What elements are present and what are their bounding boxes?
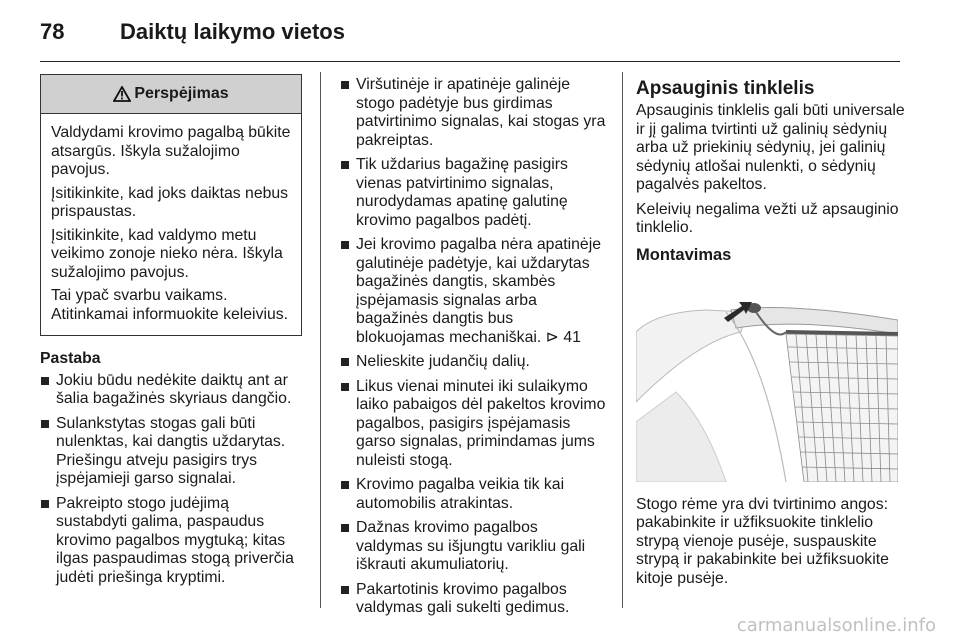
list-item-text: Nelieskite judančių dalių.: [356, 353, 530, 370]
list-item-text: Pakartotinis krovimo pagalbos valdymas gali sukelti gedimus.: [356, 580, 570, 616]
section-paragraph: Keleivių negalima vežti už apsauginio tinklelio.: [636, 200, 899, 236]
warning-triangle-icon: [113, 86, 131, 102]
figure-caption: Stogo rėme yra dvi tvirtinimo angos: pakabinkite ir užfiksuokite tinklelio strypą vienoje pusėje, suspauskite strypą ir pakabinkite bei užfiksuokite kitoje pusėje.: [636, 495, 889, 587]
square-bullet-icon: [341, 524, 349, 532]
square-bullet-icon: [341, 358, 349, 366]
note-title: Pastaba: [40, 350, 101, 367]
warning-title: Perspėjimas: [134, 84, 229, 102]
warning-box: [40, 74, 302, 336]
list-item: [340, 353, 606, 372]
list-item: [40, 372, 302, 409]
list-item-text: Krovimo pagalba veikia tik kai automobilis atrakintas.: [356, 476, 565, 512]
safety-net-installation-illustration: [636, 272, 898, 482]
column-divider-right: [622, 72, 623, 608]
list-item: [340, 76, 606, 150]
warning-body: [41, 114, 301, 335]
header-rule: [40, 61, 900, 62]
list-item: [340, 581, 606, 618]
column-divider-left: [320, 72, 321, 608]
list-item-text: Pakreipto stogo judėjimą sustabdyti galima, paspaudus krovimo pagalbos mygtuką; kitas ilgas paspaudimas stogą priverčia judėti priešinga kryptimi.: [56, 494, 294, 586]
square-bullet-icon: [341, 383, 349, 391]
page-header: [40, 18, 920, 46]
warning-paragraph: Tai ypač svarbu vaikams. Atitinkamai informuokite keleivius.: [51, 287, 289, 323]
page-title: Daiktų laikymo vietos: [120, 19, 345, 44]
square-bullet-icon: [341, 161, 349, 169]
list-item-text: Tik uždarius bagažinę pasigirs vienas patvirtinimo signalas, nurodydamas apatinę galutinę krovimo pagalbos padėtį.: [356, 156, 568, 229]
square-bullet-icon: [341, 81, 349, 89]
note-list: [40, 372, 302, 588]
warning-paragraph: Valdydami krovimo pagalbą būkite atsargūs. Iškyla sužalojimo pavojus.: [51, 124, 291, 178]
section-subtitle: Montavimas: [636, 245, 732, 264]
left-column: [40, 74, 302, 593]
section-paragraph: Apsauginis tinklelis gali būti universale ir jį galima tvirtinti už galinių sėdynių arba už priekinių sėdynių, jei galinių sėdynių atlošai nulenkti, o sėdynių pagalvės pakeltos.: [636, 102, 905, 193]
middle-list: [340, 76, 606, 618]
square-bullet-icon: [341, 241, 349, 249]
list-item: [340, 476, 606, 513]
square-bullet-icon: [41, 500, 49, 508]
warning-paragraph: Įsitikinkite, kad valdymo metu veikimo zonoje nieko nėra. Iškyla sužalojimo pavojus.: [51, 226, 283, 281]
right-column: [636, 78, 908, 594]
arrow-reference-icon: ⊳: [545, 328, 559, 346]
list-item: [40, 495, 302, 588]
list-item: [340, 519, 606, 575]
list-item: [340, 378, 606, 471]
page-reference[interactable]: 41: [563, 328, 581, 346]
list-item-text: Dažnas krovimo pagalbos valdymas su išjungtu varikliu gali iškrauti akumuliatorių.: [356, 519, 586, 573]
page-number: 78: [40, 19, 65, 44]
list-item-text: Sulankstytas stogas gali būti nulenktas, kai dangtis uždarytas. Priešingu atveju pasigirs trys įspėjamieji garso signalai.: [56, 414, 286, 487]
warning-header: [41, 75, 301, 114]
square-bullet-icon: [341, 586, 349, 594]
middle-column: [340, 76, 606, 624]
list-item: [340, 236, 606, 347]
warning-paragraph: Įsitikinkite, kad joks daiktas nebus prispaustas.: [51, 184, 289, 220]
square-bullet-icon: [41, 420, 49, 428]
watermark-text: carmanualsonline.info: [736, 615, 936, 636]
list-item: [40, 415, 302, 489]
square-bullet-icon: [341, 481, 349, 489]
list-item: [340, 156, 606, 230]
list-item-text: Viršutinėje ir apatinėje galinėje stogo padėtyje bus girdimas patvirtinimo signalas, kai stogas yra pakreiptas.: [356, 76, 606, 149]
list-item-text: Jei krovimo pagalba nėra apatinėje galutinėje padėtyje, kai uždarytas bagažinės dangtis, skambės įspėjamasis signalas arba bagažinės dangtis bus blokuojamas mechaniškai.: [356, 236, 602, 346]
list-item-text: Likus vienai minutei iki sulaikymo laiko pabaigos dėl pakeltos krovimo pagalbos, pasigirs įspėjamasis garso signalas, primindamas jums nuleisti stogą.: [356, 377, 606, 469]
square-bullet-icon: [41, 377, 49, 385]
section-title: Apsauginis tinklelis: [636, 78, 815, 99]
list-item-text: Jokiu būdu nedėkite daiktų ant ar šalia bagažinės skyriaus dangčio.: [56, 371, 292, 407]
